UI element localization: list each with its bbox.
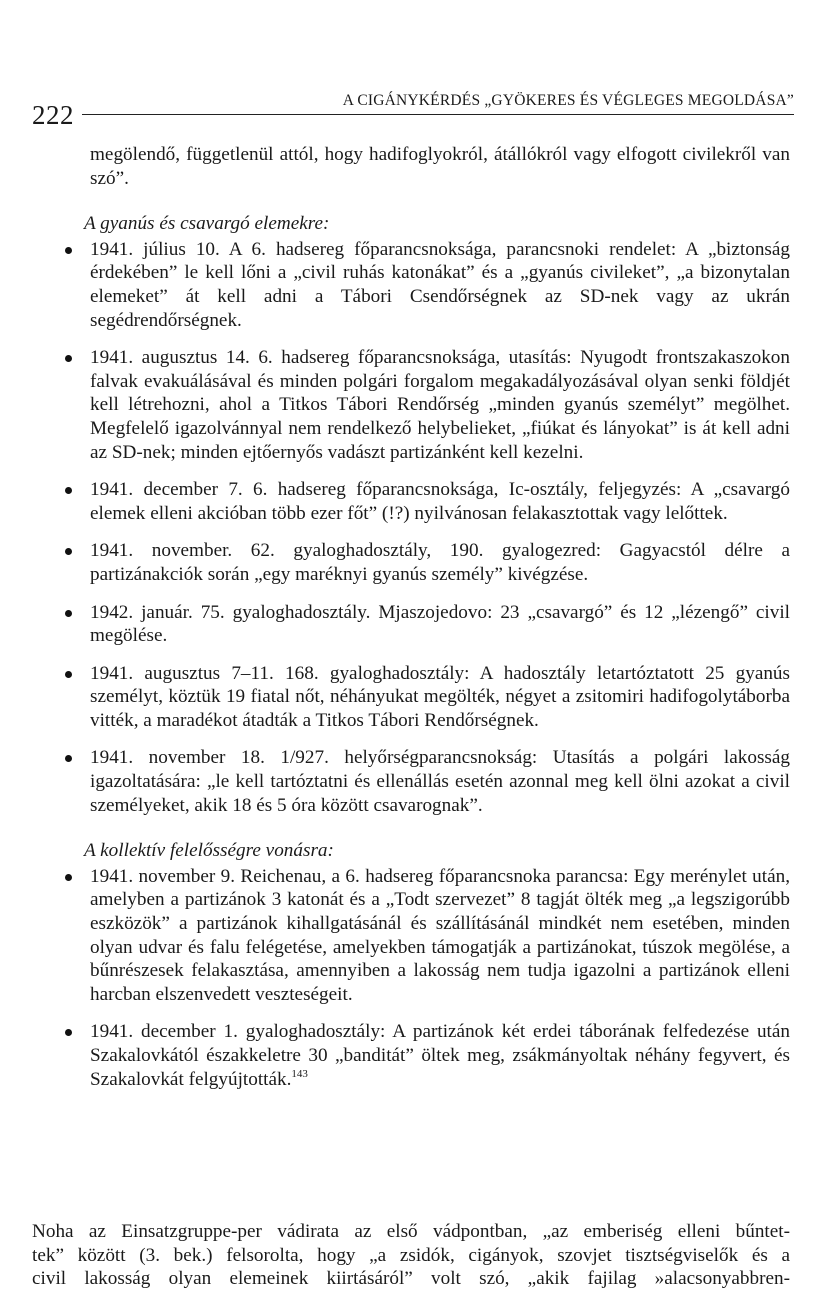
collective-responsibility-list	[90, 865, 790, 1091]
running-title: A CIGÁNYKÉRDÉS „GYÖKERES ÉS VÉGLEGES MEGOLDÁSA”	[342, 92, 794, 109]
closing-paragraph	[32, 1220, 790, 1291]
list-item: 1941. augusztus 14. 6. hadsereg főparancsnoksága, utasítás: Nyugodt frontszakaszokon falvak evakuálásával és minden polgári forgalom megakadályozásával olyan senki földjét kell létrehozni, ahol a Titkos Tábori Rendőrség „minden gyanús személyt” megölhet. Megfelelő igazolvánnyal nem rendelkező helybelieket, „fiúkat és lányokat” is át kell adni az SD-nek; minden ejtőernyős vadászt partizánként kell kezelni.	[90, 347, 790, 463]
intro-paragraph: megölendő, függetlenül attól, hogy hadifoglyokról, átállókról vagy elfogott civilekről van szó”.	[90, 144, 790, 189]
footnote-reference[interactable]: 143	[291, 1067, 308, 1080]
list-item: 1941. november. 62. gyaloghadosztály, 190. gyalogezred: Gagyacstól délre a partizánakciók során „egy maréknyi gyanús személy” kivégzése.	[90, 540, 790, 585]
closing-line: tek” között (3. bek.) felsorolta, hogy „a zsidók, cigányok, szovjet tisztségviselők és a	[32, 1244, 790, 1266]
section-heading-suspicious: A gyanús és csavargó elemekre:	[84, 213, 330, 235]
header-rule	[82, 114, 794, 115]
list-item	[90, 1020, 790, 1091]
closing-line: civil lakosság olyan elemeinek kiirtásáról” volt szó, „akik fajilag »alacsonyabbren-	[32, 1268, 790, 1290]
page-number: 222	[32, 100, 74, 130]
list-item: 1941. november 18. 1/927. helyőrségparancsnokság: Utasítás a polgári lakosság igazoltatására: „le kell tartóztatni és ellenállás esetén azonnal meg kell ölni azokat a civil személyeket, akik 18 és 5 óra között csavarognak”.	[90, 747, 790, 816]
list-item: 1942. január. 75. gyaloghadosztály. Mjaszojedovo: 23 „csavargó” és 12 „lézengő” civil megölése.	[90, 601, 790, 647]
page-header	[32, 84, 794, 128]
list-item-text: 1941. december 1. gyaloghadosztály: A partizánok két erdei táborának felfedezése után Szakalovkától északkeletre 30 „banditát” öltek meg, zsákmányoltak néhány fegyvert, és Szakalovkát felgyújtották.	[90, 1021, 790, 1090]
suspicious-elements-list	[90, 238, 790, 817]
section-heading-collective: A kollektív felelősségre vonásra:	[84, 840, 334, 862]
list-item: 1941. december 7. 6. hadsereg főparancsnoksága, Ic-osztály, feljegyzés: A „csavargó elemek elleni akcióban több ezer főt” (!?) nyilvánosan felakasztottak vagy lelőttek.	[90, 479, 790, 524]
list-item: 1941. július 10. A 6. hadsereg főparancsnoksága, parancsnoki rendelet: A „biztonság érdekében” le kell lőni a „civil ruhás katonákat” és a „gyanús civileket”, „a bizonytalan elemeket” át kell adni a Tábori Csendőrségnek az SD-nek vagy az ukrán segédrendőrségnek.	[90, 238, 790, 331]
list-item: 1941. augusztus 7–11. 168. gyaloghadosztály: A hadosztály letartóztatott 25 gyanús személyt, köztük 19 fiatal nőt, néhányukat megölték, négyet a zsitomiri hadifogolytáborba vitték, a maradékot átadták a Titkos Tábori Rendőrségnek.	[90, 662, 790, 731]
list-item: 1941. november 9. Reichenau, a 6. hadsereg főparancsnoka parancsa: Egy merénylet után, amelyben a partizánok 3 katonát és a „Todt szervezet” 8 tagját ölték meg „a legszigorúbb eszközök” a partizánok kihallgatásánál és szállításánál mindkét nem esetében, minden olyan udvar és falu felégetése, amelyekben támogatják a partizánokat, túszok megölése, a bűnrészesek felakasztása, amennyiben a lakosság nem tudja igazolni a partizánok elleni harcban elszenvedett veszteségeit.	[90, 865, 790, 1005]
closing-line: Noha az Einsatzgruppe-per vádirata az első vádpontban, „az emberiség elleni bűntet-	[32, 1221, 790, 1242]
body-text	[84, 143, 790, 1105]
